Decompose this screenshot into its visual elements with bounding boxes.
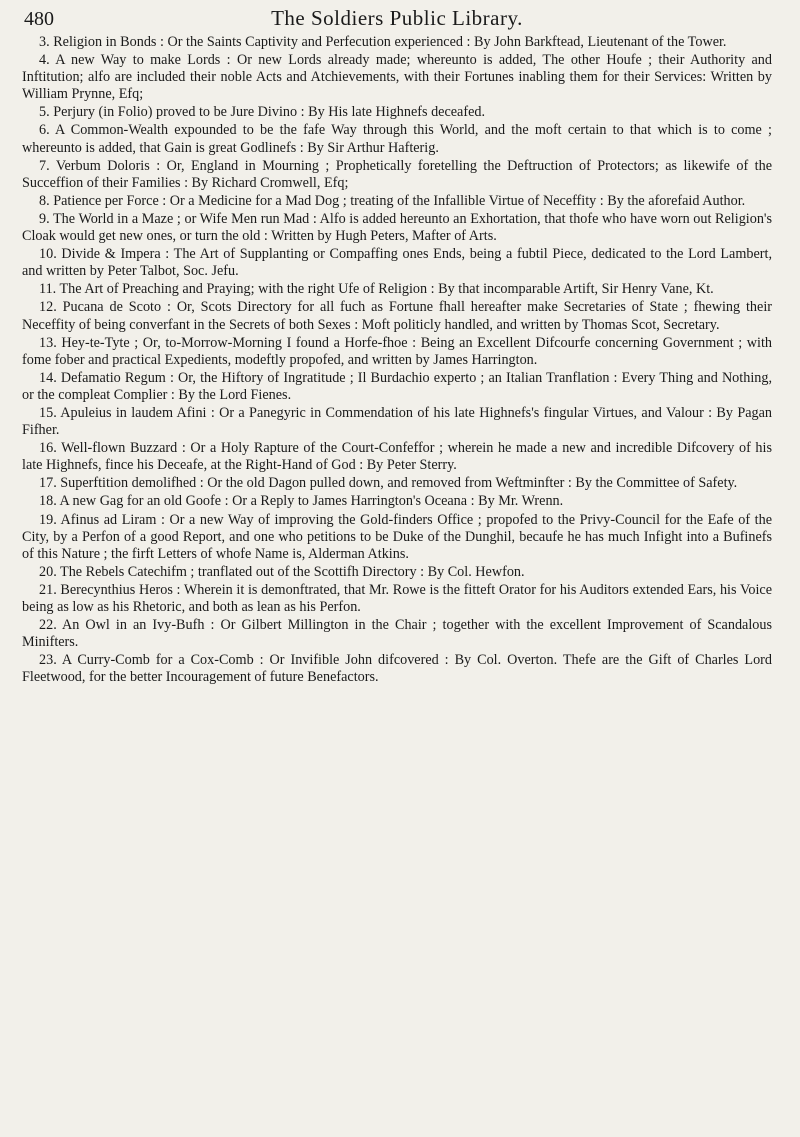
catalogue-entry-13: 13. Hey-te-Tyte ; Or, to-Morrow-Morning I found a Horfe-fhoe : Being an Excellent Difcourfe concerning Government ; with fome fober and practical Expedients, modeftly propofed, and written by James Harrington. (22, 334, 772, 368)
running-title: The Soldiers Public Library. (271, 6, 523, 30)
catalogue-entry-16: 16. Well-flown Buzzard : Or a Holy Rapture of the Court-Confeffor ; wherein he made a new and incredible Difcovery of his late Highnefs, fince his Deceafe, at the Right-Hand of God : By Peter Sterry. (22, 440, 772, 474)
catalogue-entry-17: 17. Superftition demolifhed : Or the old Dagon pulled down, and removed from Weftminfter : By the Committee of Safety. (39, 475, 738, 492)
catalogue-entry-10: 10. Divide & Impera : The Art of Supplanting or Compaffing ones Ends, being a fubtil Piece, dedicated to the Lord Lambert, and written by Peter Talbot, Soc. Jefu. (22, 246, 772, 280)
catalogue-entry-4: 4. A new Way to make Lords : Or new Lords already made; whereunto is added, The other Houfe ; their Authority and Inftitution; alfo are included their noble Acts and Atchievements, with their Fortunes inabling them for their Services: Written by William Prynne, Efq; (22, 52, 772, 103)
catalogue-entry-15: 15. Apuleius in laudem Afini : Or a Panegyric in Commendation of his late Highnefs's fingular Virtues, and Valour : By Pagan Fifher. (22, 404, 772, 439)
catalogue-entry-11: 11. The Art of Preaching and Praying; with the right Ufe of Religion : By that incomparable Artift, Sir Henry Vane, Kt. (39, 281, 714, 298)
catalogue-entry-9: 9. The World in a Maze ; or Wife Men run Mad : Alfo is added hereunto an Exhortation, that thofe who have worn out Religion's Cloak would get new ones, or turn the old : Written by Hugh Peters, Mafter of Arts. (22, 210, 772, 245)
catalogue-entry-5: 5. Perjury (in Folio) proved to be Jure Divino : By His late Highnefs deceafed. (39, 104, 486, 121)
catalogue-entry-22: 22. An Owl in an Ivy-Bufh : Or Gilbert Millington in the Chair ; together with the excellent Improvement of Scandalous Minifters. (22, 617, 772, 651)
catalogue-entry-7: 7. Verbum Doloris : Or, England in Mourning ; Prophetically foretelling the Deftruction of Protectors; as likewife of the Succeffion of their Families : By Richard Cromwell, Efq; (22, 157, 772, 191)
catalogue-list (22, 34, 772, 687)
catalogue-entry-19: 19. Afinus ad Liram : Or a new Way of improving the Gold-finders Office ; propofed to the Privy-Council for the Eafe of the City, by a Perfon of a good Report, and one who petitions to be Duke of the Dunghil, becaufe he has much Infight into a Bufinefs of this Nature ; the firft Letters of whofe Name is, Alderman Atkins. (22, 511, 772, 562)
catalogue-entry-23: 23. A Curry-Comb for a Cox-Comb : Or Invifible John difcovered : By Col. Overton. Thefe are the Gift of Charles Lord Fleetwood, for the better Incouragement of future Benefactors. (22, 652, 772, 686)
catalogue-entry-18: 18. A new Gag for an old Goofe : Or a Reply to James Harrington's Oceana : By Mr. Wrenn. (39, 493, 564, 510)
catalogue-entry-12: 12. Pucana de Scoto : Or, Scots Directory for all fuch as Fortune fhall hereafter make Secretaries of State ; fhewing their Neceffity of being converfant in the Secrets of both Sexes : Moft politicly handled, and written by Thomas Scot, Secretary. (22, 299, 772, 333)
page-number: 480 (24, 8, 54, 30)
catalogue-entry-3: 3. Religion in Bonds : Or the Saints Captivity and Perfecution experienced : By John Barkftead, Lieutenant of the Tower. (39, 34, 727, 50)
catalogue-entry-8: 8. Patience per Force : Or a Medicine for a Mad Dog ; treating of the Infallible Virtue of Neceffity : By the aforefaid Author. (39, 192, 746, 209)
catalogue-entry-6: 6. A Common-Wealth expounded to be the fafe Way through this World, and the moft certain to that which is to come ; whereunto is added, that Gain is great Godlinefs : By Sir Arthur Hafterig. (22, 122, 772, 156)
catalogue-entry-20: 20. The Rebels Catechifm ; tranflated out of the Scottifh Directory : By Col. Hewfon. (39, 563, 525, 580)
catalogue-entry-21: 21. Berecynthius Heros : Wherein it is demonftrated, that Mr. Rowe is the fitteft Orator for his Auditors extended Ears, his Voice being as low as his Rhetoric, and both as lean as his Perfon. (22, 581, 772, 615)
catalogue-entry-14: 14. Defamatio Regum : Or, the Hiftory of Ingratitude ; Il Burdachio experto ; an Italian Tranflation : Every Thing and Nothing, or the compleat Complier : By the Lord Fienes. (22, 369, 772, 403)
page-header (24, 6, 770, 31)
